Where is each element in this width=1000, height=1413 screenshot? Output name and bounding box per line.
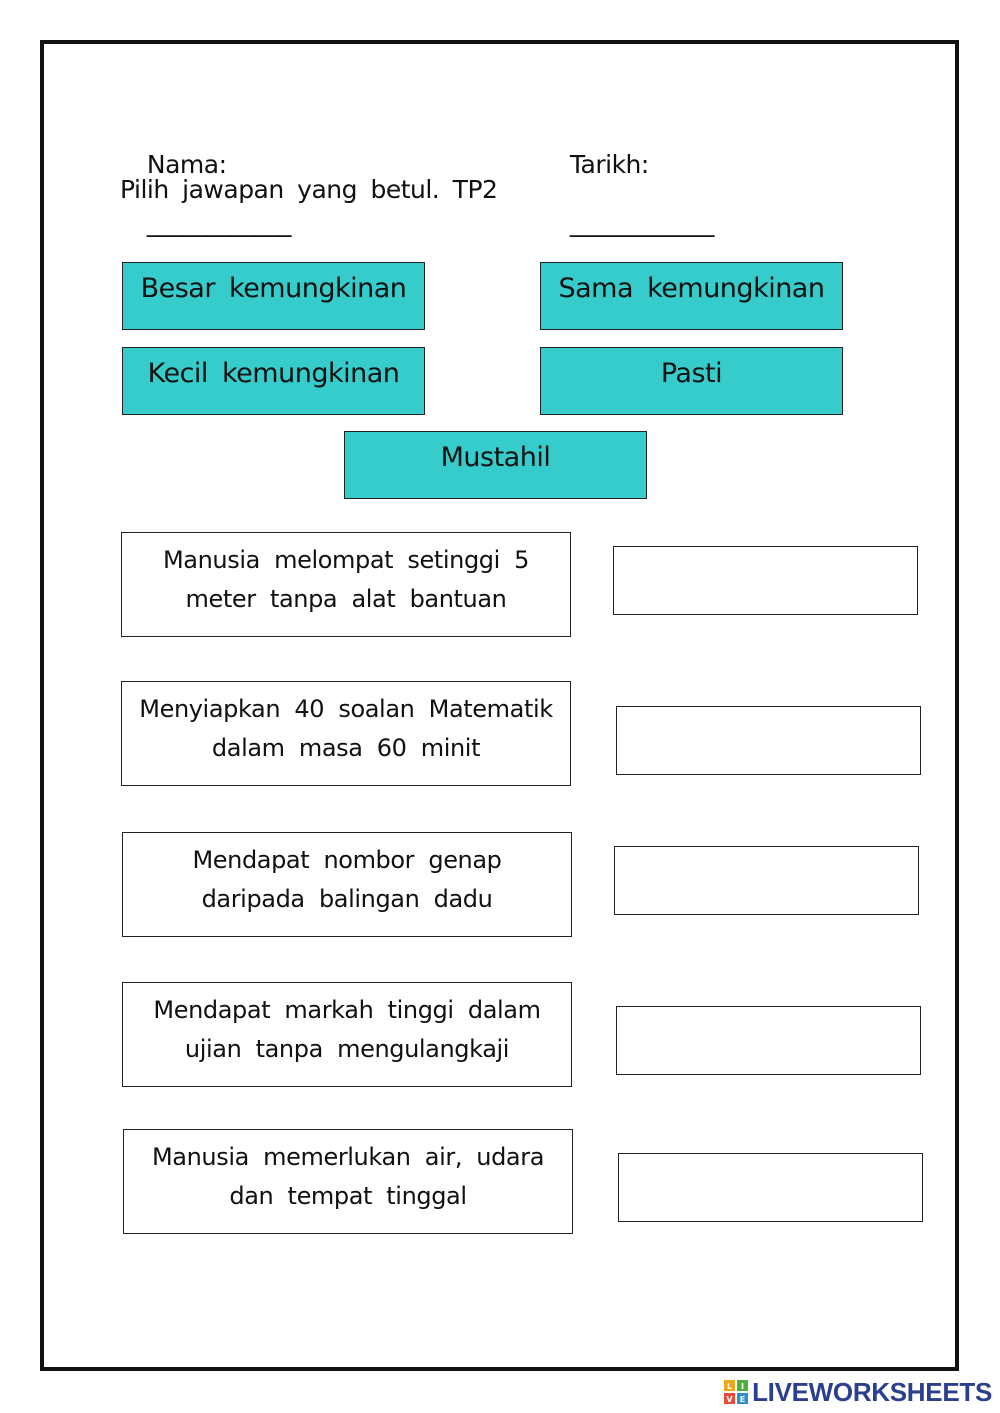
choice-label: Pasti [660,358,723,389]
answer-drop-zone-2[interactable] [616,706,921,775]
answer-drop-zone-1[interactable] [613,546,918,615]
choice-label: Kecil kemungkinan [147,358,400,389]
svg-text:E: E [739,1395,746,1404]
choice-mustahil[interactable] [344,431,647,499]
brand-text: LIVEWORKSHEETS [752,1376,992,1407]
svg-text:L: L [727,1382,733,1391]
question-box-2 [121,681,571,786]
question-text: Manusia memerlukan air, udara dan tempat tinggal [151,1143,545,1210]
liveworksheets-logo-icon [724,1380,748,1404]
answer-drop-zone-5[interactable] [618,1153,923,1222]
date-blank[interactable]: ____________ [569,208,714,237]
liveworksheets-logo [724,1377,992,1407]
question-text: Mendapat markah tinggi dalam ujian tanpa mengulangkaji [153,996,541,1063]
answer-drop-zone-4[interactable] [616,1006,921,1075]
choice-besar-kemungkinan[interactable] [122,262,425,330]
question-box-3 [122,832,572,937]
question-box-4 [122,982,572,1087]
name-blank[interactable]: ____________ [146,208,291,237]
svg-text:V: V [726,1395,733,1404]
choice-label: Sama kemungkinan [558,273,825,304]
answer-drop-zone-3[interactable] [614,846,919,915]
date-label-row [543,121,714,237]
question-text: Mendapat nombor genap daripada balingan dadu [192,846,502,913]
name-label: Nama: [146,150,227,179]
choice-sama-kemungkinan[interactable] [540,262,843,330]
question-box-1 [121,532,571,637]
question-box-5 [123,1129,573,1234]
instruction: Pilih jawapan yang betul. TP2 [120,175,498,204]
date-label: Tarikh: [569,150,649,179]
choice-label: Besar kemungkinan [140,273,407,304]
question-text: Menyiapkan 40 soalan Matematik dalam masa 60 minit [139,695,553,762]
choice-kecil-kemungkinan[interactable] [122,347,425,415]
svg-text:I: I [741,1382,745,1391]
question-text: Manusia melompat setinggi 5 meter tanpa alat bantuan [163,546,529,613]
choice-pasti[interactable] [540,347,843,415]
choice-label: Mustahil [440,442,551,473]
